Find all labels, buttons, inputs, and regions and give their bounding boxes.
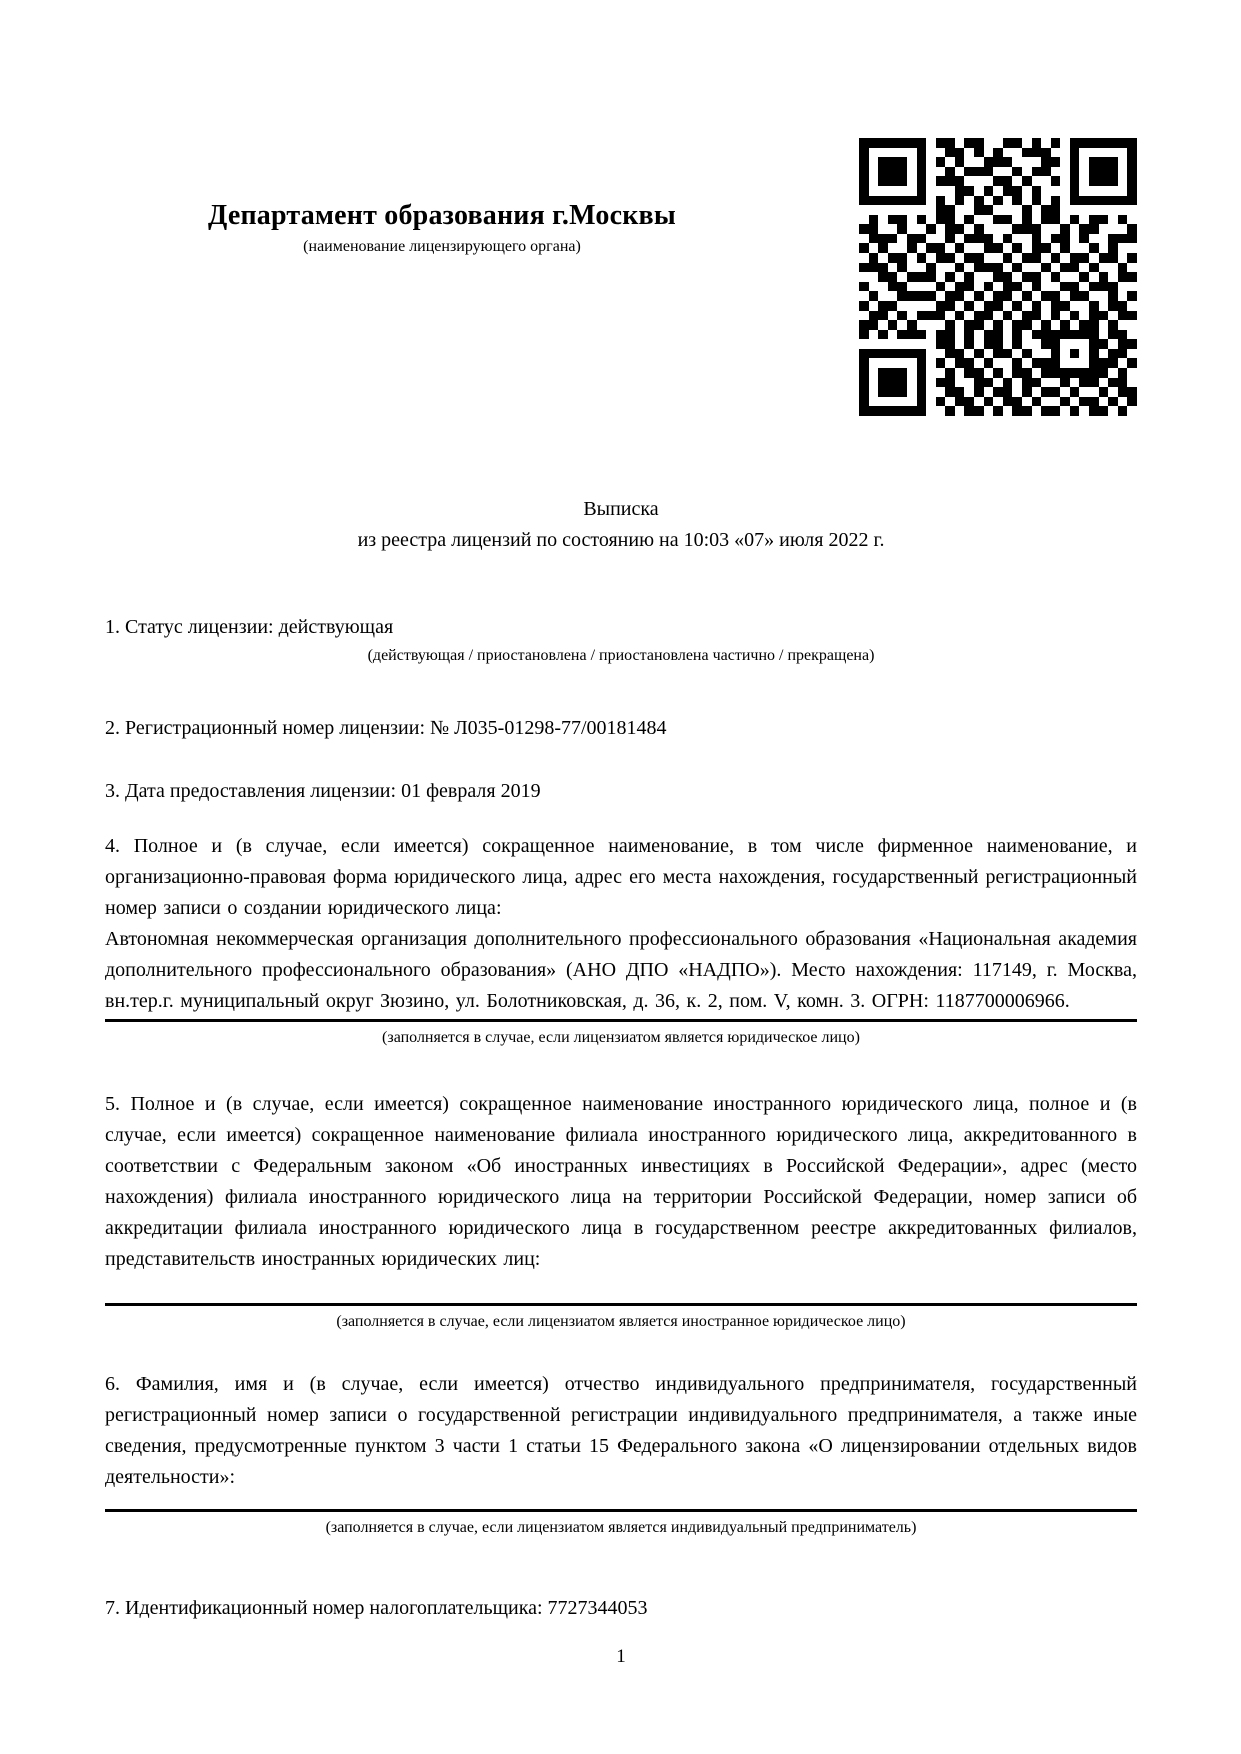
legal-entity-heading: 4. Полное и (в случае, если имеется) сокращенное наименование, в том числе фирменное наименование, и организационно-правовая форма юридического лица, адрес его места нахождения, государственный регистрационный номер записи о создании юридического лица: (105, 835, 1137, 919)
licensing-authority-name: Департамент образования г.Москвы (208, 200, 676, 231)
licensing-authority-caption: (наименование лицензирующего органа) (303, 238, 581, 255)
individual-entrepreneur-note: (заполняется в случае, если лицензиатом является индивидуальный предприниматель) (325, 1519, 917, 1536)
licensing-authority-block (105, 138, 859, 256)
foreign-legal-entity-underline (105, 1303, 1137, 1306)
document-title (105, 494, 1137, 556)
taxpayer-id-text: 7. Идентификационный номер налогоплательщика: 7727344053 (105, 1597, 648, 1619)
item-legal-entity (105, 831, 1137, 1049)
legal-entity-details: Автономная некоммерческая организация дополнительного профессионального образования «Национальная академия дополнительного профессионального образования» (АНО ДПО «НАДПО»). Место нахождения: 117149, г. Москва, вн.тер.г. муниципальный округ Зюзино, ул. Болотниковская, д. 36, к. 2, пом. V, комн. 3. ОГРН: 1187700006966. (105, 928, 1137, 1012)
license-status-note: (действующая / приостановлена / приостановлена частично / прекращена) (367, 647, 875, 664)
individual-entrepreneur-heading: 6. Фамилия, имя и (в случае, если имеется) отчество индивидуального предпринимателя, государственный регистрационный номер записи о государственной регистрации индивидуального предпринимателя, а также иные сведения, предусмотренные пунктом 3 части 1 статьи 15 Федерального закона «О лицензировании отдельных видов деятельности»: (105, 1373, 1137, 1488)
qr-code (859, 138, 1137, 416)
document-header (105, 0, 1137, 416)
legal-entity-note: (заполняется в случае, если лицензиатом является юридическое лицо) (382, 1029, 860, 1046)
foreign-legal-entity-note: (заполняется в случае, если лицензиатом является иностранное юридическое лицо) (336, 1313, 906, 1330)
individual-entrepreneur-underline (105, 1509, 1137, 1512)
registration-number-text: 2. Регистрационный номер лицензии: № Л035-01298-77/00181484 (105, 717, 667, 739)
item-foreign-legal-entity (105, 1089, 1137, 1333)
document-title-line-2: из реестра лицензий по состоянию на 10:03 «07» июля 2022 г. (357, 529, 885, 551)
item-registration-number (105, 713, 1137, 744)
item-taxpayer-id (105, 1593, 1137, 1624)
item-grant-date (105, 776, 1137, 807)
item-license-status (105, 612, 1137, 667)
grant-date-text: 3. Дата предоставления лицензии: 01 февраля 2019 (105, 780, 541, 802)
item-individual-entrepreneur (105, 1369, 1137, 1539)
page-number: 1 (616, 1646, 626, 1667)
foreign-legal-entity-heading: 5. Полное и (в случае, если имеется) сокращенное наименование иностранного юридического лица, полное и (в случае, если имеется) сокращенное наименование филиала иностранного юридического лица, аккредитованного в соответствии с Федеральным законом «Об иностранных инвестициях в Российской Федерации», адрес (место нахождения) филиала иностранного юридического лица на территории Российской Федерации, номер записи об аккредитации филиала иностранного юридического лица в государственном реестре аккредитованных филиалов, представительств иностранных юридических лиц: (105, 1093, 1137, 1270)
document-title-line-1: Выписка (583, 498, 659, 520)
license-status-text: 1. Статус лицензии: действующая (105, 616, 394, 638)
legal-entity-underline (105, 1019, 1137, 1022)
